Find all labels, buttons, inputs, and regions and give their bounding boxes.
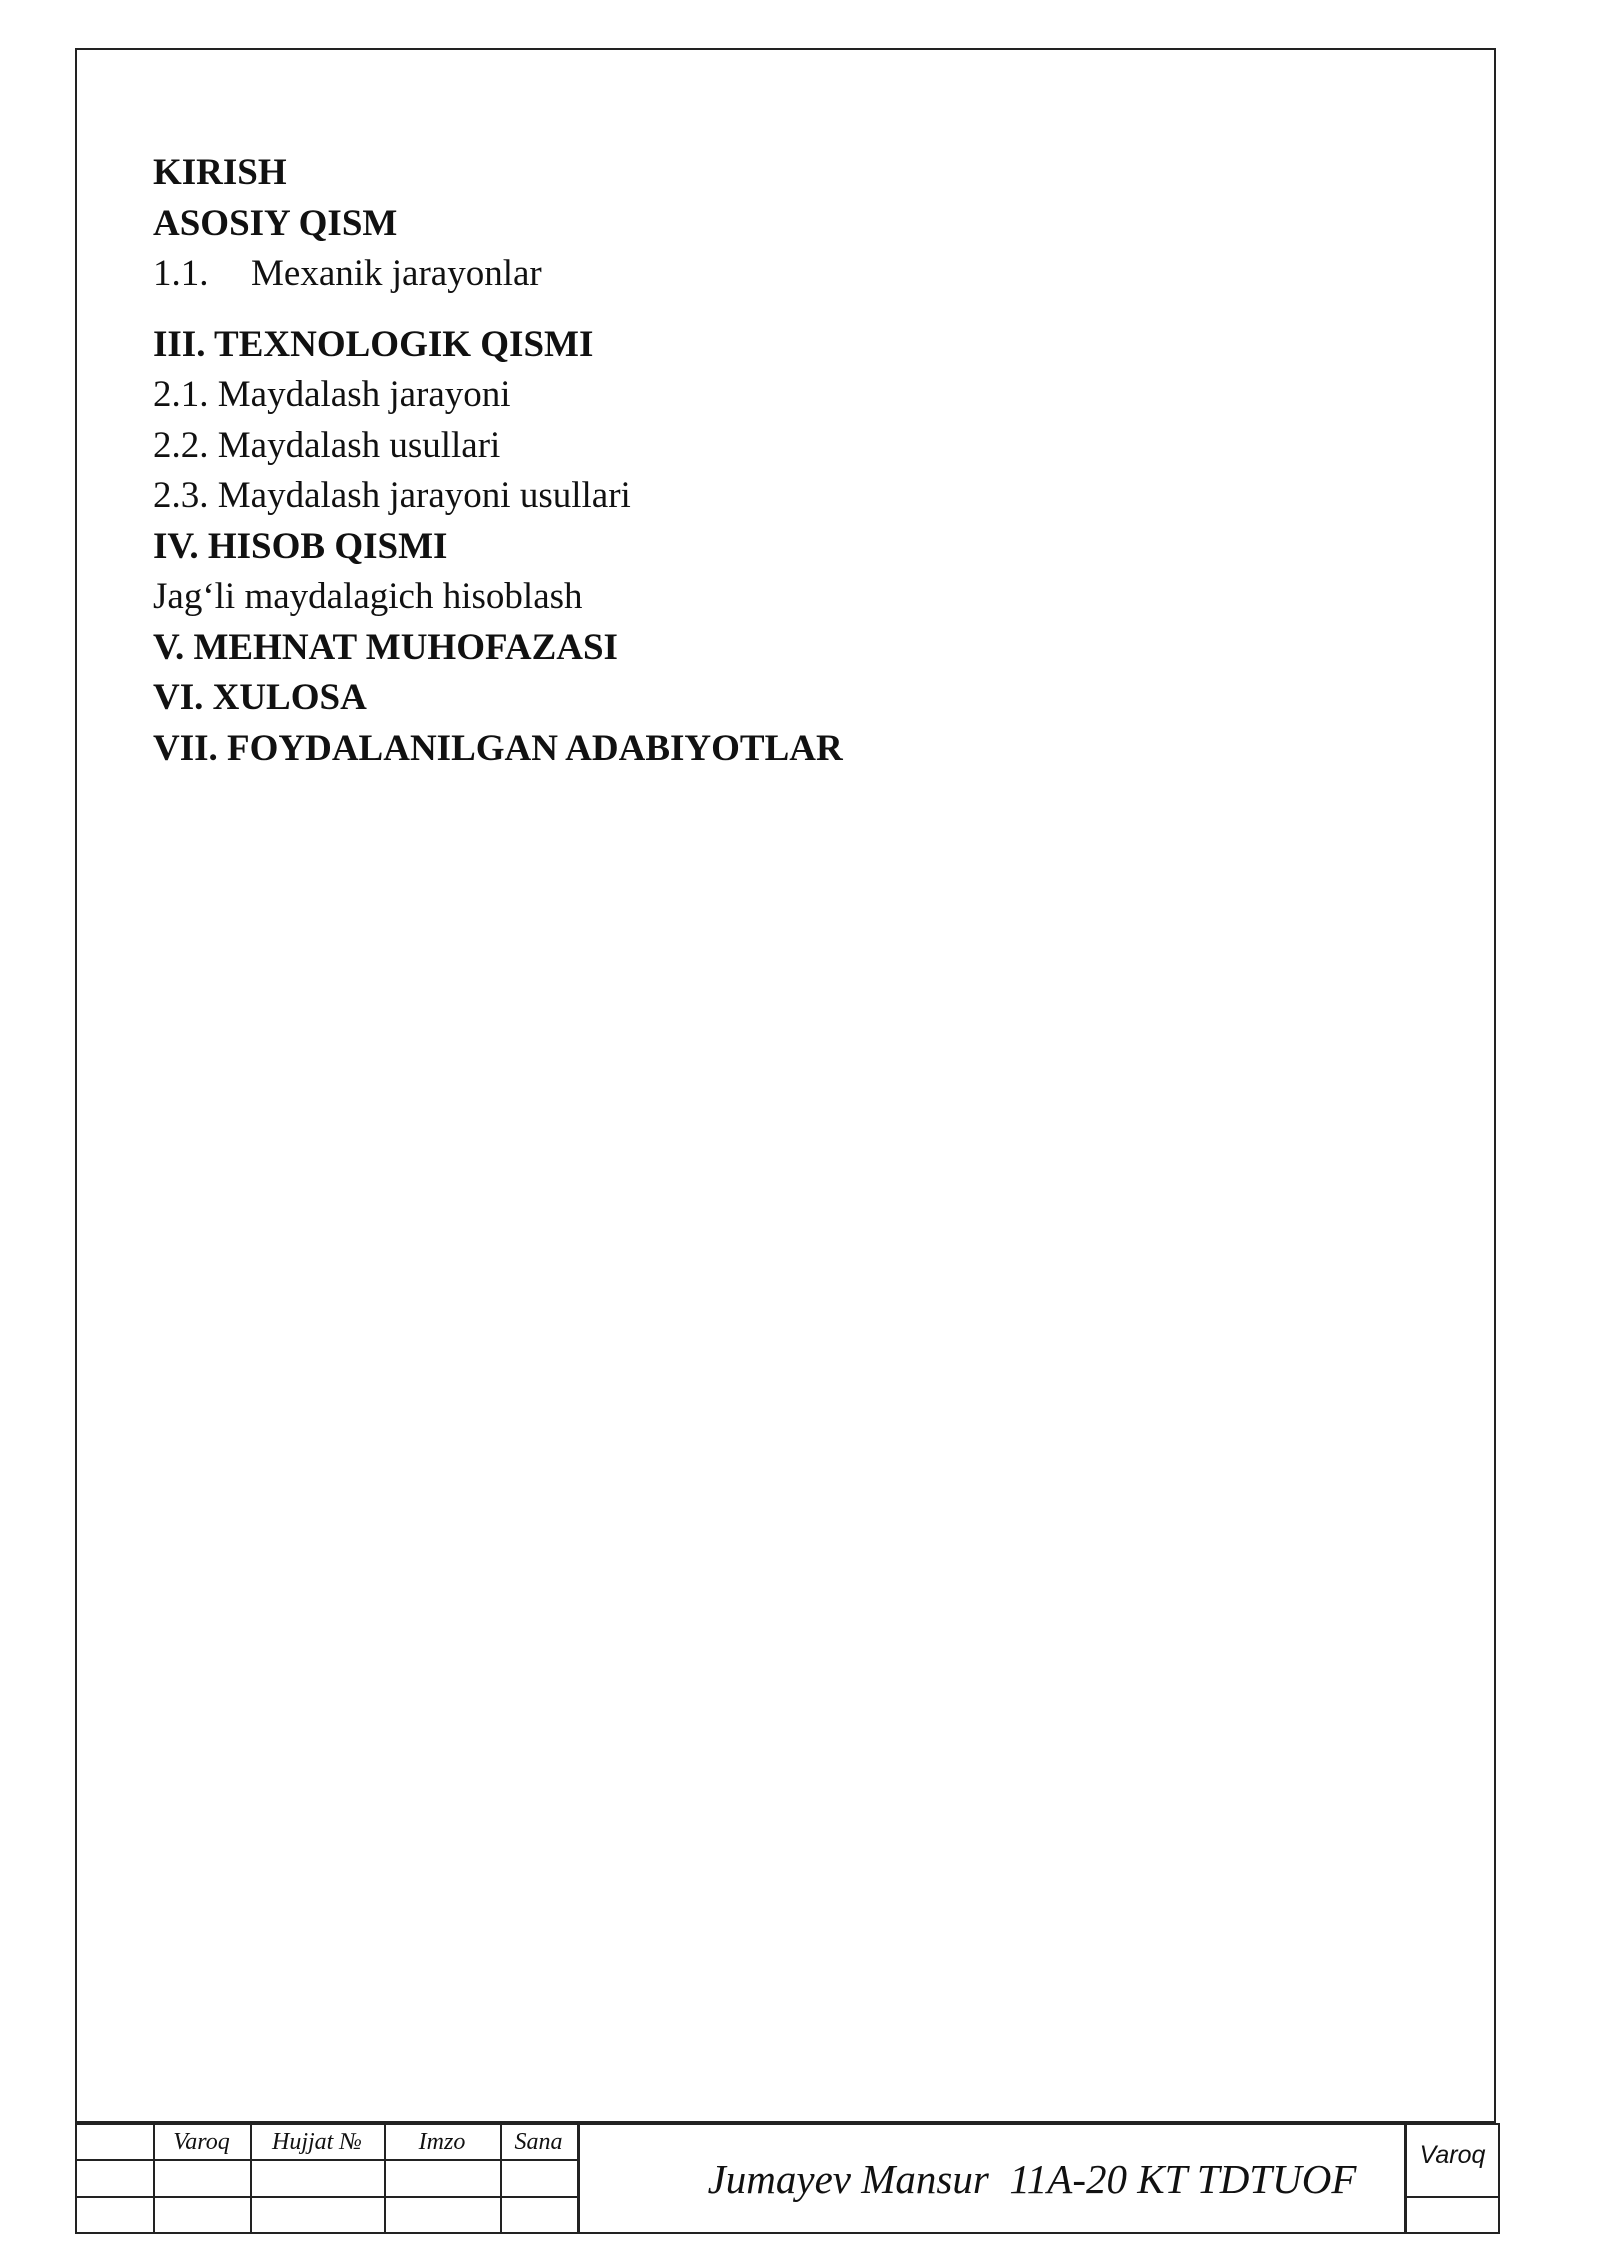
column-header-hujjat: Hujjat № [272, 2129, 362, 2155]
document-title: Jumayev Mansur 11A-20 KT TDTUOF [707, 2155, 1357, 2202]
toc-item-adabiyotlar: VII. FOYDALANILGAN ADABIYOTLAR [153, 727, 843, 769]
sheet-number-label: Varoq [1419, 2141, 1486, 2169]
toc-item-xulosa: VI. XULOSA [153, 677, 367, 718]
toc-item-asosiy-qism: ASOSIY QISM [153, 202, 398, 244]
column-header-imzo: Imzo [418, 2129, 466, 2155]
toc-item-2-2: 2.2. Maydalash usullari [153, 424, 501, 466]
toc-item-kirish: KIRISH [153, 152, 287, 193]
toc-item-jagli-maydalagich: Jag‘li maydalagich hisoblash [153, 576, 583, 617]
title-block-divider [577, 2125, 580, 2232]
title-block [75, 2123, 1500, 2234]
table-of-contents [153, 148, 843, 774]
toc-item-mehnat-muhofazasi: V. MEHNAT MUHOFAZASI [153, 626, 618, 668]
toc-item-number: 1.1. [153, 253, 209, 294]
toc-item-1-1 [153, 249, 843, 300]
toc-item-hisob-qismi: IV. HISOB QISMI [153, 525, 448, 567]
column-header-varoq: Varoq [173, 2129, 230, 2155]
title-block-row-line [77, 2196, 577, 2198]
column-header-sana: Sana [514, 2129, 563, 2155]
title-block-row-line [77, 2159, 577, 2161]
toc-item-texnologik-qismi: III. TEXNOLOGIK QISMI [153, 323, 594, 365]
toc-item-label: Mexanik jarayonlar [251, 253, 542, 294]
toc-item-2-3: 2.3. Maydalash jarayoni usullari [153, 475, 631, 516]
toc-item-2-1: 2.1. Maydalash jarayoni [153, 374, 511, 415]
